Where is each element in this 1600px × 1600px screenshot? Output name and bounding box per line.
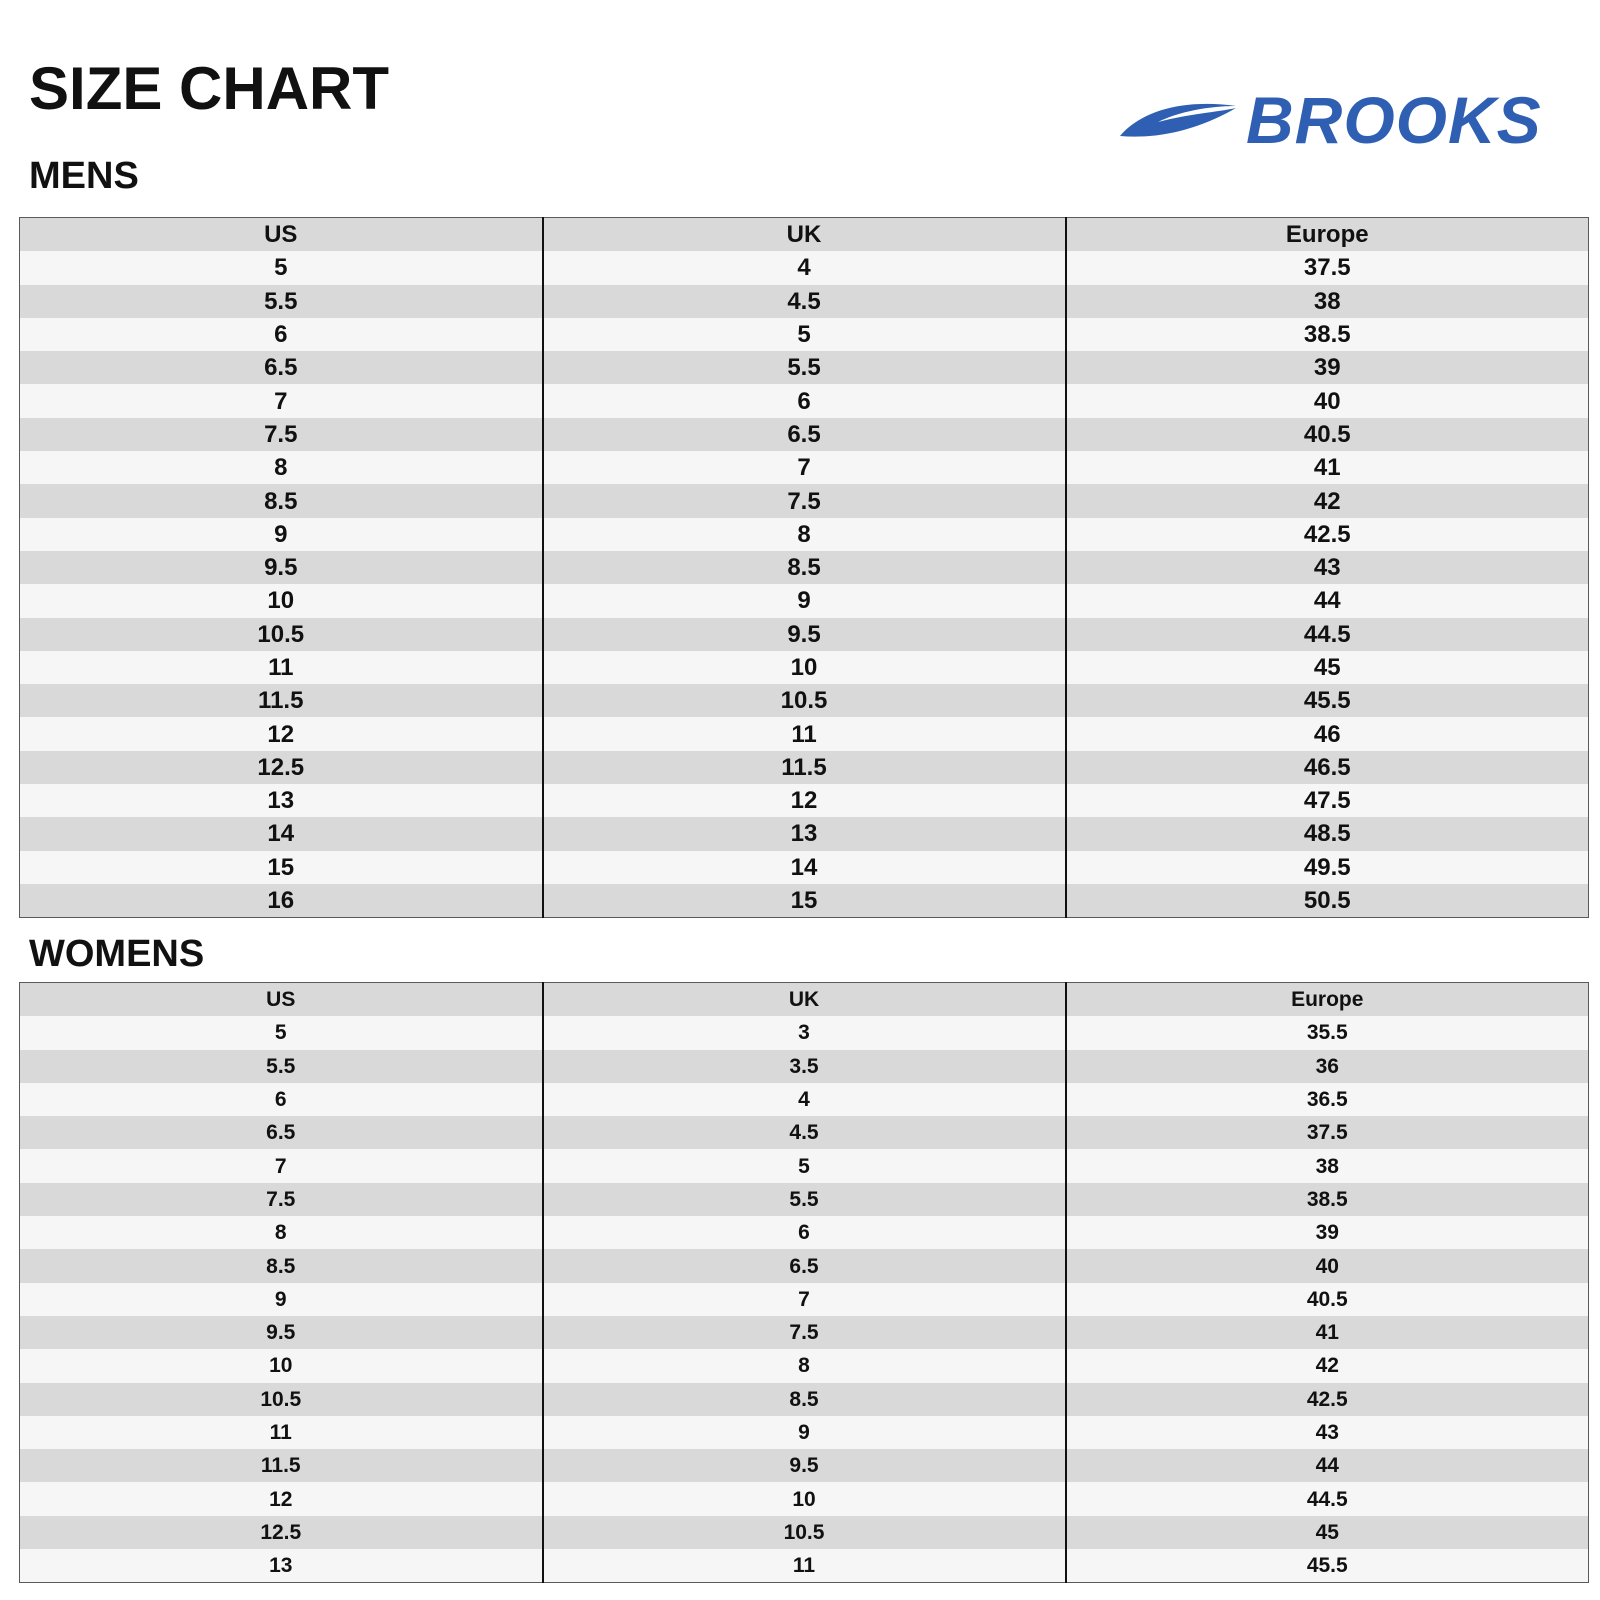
size-cell-us: 12.5 (257, 753, 305, 781)
size-cell-europe: 37.5 (1066, 251, 1589, 284)
size-cell-us: 9.5 (266, 1321, 296, 1345)
size-cell-europe: 48.5 (1066, 817, 1589, 850)
size-cell-europe: 50.5 (1066, 884, 1589, 918)
size-cell-uk: 8 (543, 1349, 1066, 1382)
size-cell-uk: 4 (543, 251, 1066, 284)
brooks-swoosh-icon (1118, 84, 1238, 154)
size-cell-uk: 3.5 (543, 1050, 1066, 1083)
size-cell-us: 15 (267, 853, 295, 881)
size-cell-us: 6.5 (264, 354, 298, 382)
size-cell-uk: 9.5 (543, 1449, 1066, 1482)
size-cell-europe: 42.5 (1066, 1383, 1589, 1416)
size-cell-us: 11.5 (258, 687, 304, 715)
table-row (20, 784, 1589, 817)
size-cell-europe: 43 (1066, 1416, 1589, 1449)
size-cell-us: 10.5 (257, 620, 305, 648)
size-cell-uk: 7 (543, 1283, 1066, 1316)
size-cell-us: 8.5 (264, 487, 298, 515)
size-cell-us: 12 (267, 720, 295, 748)
column-header-uk: UK (543, 218, 1066, 252)
size-cell-europe: 41 (1066, 1316, 1589, 1349)
column-header-europe: Europe (1066, 218, 1589, 252)
size-cell-europe: 45.5 (1066, 1549, 1589, 1583)
size-cell-us: 16 (267, 887, 295, 915)
size-cell-europe: 46.5 (1066, 751, 1589, 784)
table-row (20, 1416, 1589, 1449)
table-row (20, 551, 1589, 584)
table-row (20, 1249, 1589, 1282)
table-row (20, 285, 1589, 318)
size-cell-uk: 8 (543, 518, 1066, 551)
size-cell-uk: 6.5 (543, 418, 1066, 451)
table-row (20, 251, 1589, 284)
size-cell-uk: 10.5 (543, 1516, 1066, 1549)
size-cell-uk: 4 (543, 1083, 1066, 1116)
size-cell-europe: 42 (1066, 1349, 1589, 1382)
size-cell-europe: 40.5 (1066, 1283, 1589, 1316)
size-cell-us: 8.5 (266, 1254, 296, 1278)
size-cell-uk: 4.5 (543, 1116, 1066, 1149)
size-cell-us: 6.5 (266, 1121, 296, 1145)
column-header-us: US (264, 221, 298, 249)
size-cell-europe: 38 (1066, 285, 1589, 318)
size-cell-europe: 37.5 (1066, 1116, 1589, 1149)
table-row (20, 1383, 1589, 1416)
table-row (20, 351, 1589, 384)
size-cell-europe: 45.5 (1066, 684, 1589, 717)
size-cell-uk: 11 (543, 1549, 1066, 1583)
womens-table-body (20, 983, 1589, 1583)
table-row (20, 1149, 1589, 1182)
womens-section-title: WOMENS (29, 933, 205, 975)
size-cell-us: 5.5 (264, 287, 298, 315)
size-cell-us: 12.5 (260, 1520, 302, 1544)
size-cell-us: 9 (274, 520, 288, 548)
size-cell-us: 13 (269, 1554, 293, 1578)
column-header-uk: UK (543, 983, 1066, 1017)
size-cell-europe: 44.5 (1066, 618, 1589, 651)
size-cell-us: 5 (274, 1021, 287, 1045)
table-row (20, 817, 1589, 850)
size-cell-uk: 10 (543, 1482, 1066, 1515)
table-row (20, 1083, 1589, 1116)
size-cell-uk: 11.5 (543, 751, 1066, 784)
size-cell-europe: 42 (1066, 484, 1589, 517)
brand-wordmark: BROOKS (1246, 83, 1542, 157)
size-cell-europe: 38.5 (1066, 318, 1589, 351)
table-row (20, 418, 1589, 451)
table-row (20, 651, 1589, 684)
size-cell-europe: 44.5 (1066, 1482, 1589, 1515)
table-row (20, 618, 1589, 651)
table-row (20, 1316, 1589, 1349)
mens-section-title: MENS (29, 155, 139, 197)
size-cell-us: 9 (274, 1287, 287, 1311)
size-cell-uk: 6 (543, 384, 1066, 417)
size-cell-europe: 44 (1066, 1449, 1589, 1482)
size-cell-europe: 49.5 (1066, 851, 1589, 884)
table-row (20, 1516, 1589, 1549)
womens-header-row (20, 983, 1589, 1017)
size-cell-us: 14 (267, 820, 295, 848)
size-cell-europe: 40 (1066, 384, 1589, 417)
size-cell-uk: 10 (543, 651, 1066, 684)
table-row (20, 384, 1589, 417)
size-cell-us: 8 (274, 454, 288, 482)
mens-size-table (19, 217, 1589, 918)
table-row (20, 1016, 1589, 1049)
size-cell-uk: 9 (543, 1416, 1066, 1449)
size-cell-uk: 8.5 (543, 551, 1066, 584)
size-cell-europe: 38.5 (1066, 1183, 1589, 1216)
size-cell-us: 10.5 (260, 1387, 302, 1411)
table-row (20, 1482, 1589, 1515)
size-cell-europe: 38 (1066, 1149, 1589, 1182)
column-header-us: US (266, 988, 296, 1012)
table-row (20, 1283, 1589, 1316)
size-cell-us: 5.5 (266, 1054, 296, 1078)
size-cell-us: 8 (274, 1221, 287, 1245)
size-cell-us: 10 (269, 1354, 293, 1378)
size-cell-us: 5 (274, 254, 288, 282)
size-cell-us: 7 (274, 387, 288, 415)
table-row (20, 884, 1589, 918)
size-cell-uk: 5.5 (543, 1183, 1066, 1216)
table-row (20, 518, 1589, 551)
size-cell-us: 6 (274, 321, 288, 349)
size-cell-uk: 5 (543, 318, 1066, 351)
size-cell-europe: 45 (1066, 651, 1589, 684)
size-cell-uk: 15 (543, 884, 1066, 918)
size-cell-uk: 3 (543, 1016, 1066, 1049)
size-cell-uk: 11 (543, 717, 1066, 750)
size-cell-uk: 7.5 (543, 1316, 1066, 1349)
table-row (20, 451, 1589, 484)
size-cell-uk: 10.5 (543, 684, 1066, 717)
size-cell-uk: 6.5 (543, 1249, 1066, 1282)
size-cell-uk: 9.5 (543, 618, 1066, 651)
size-cell-us: 13 (267, 787, 295, 815)
size-cell-us: 7 (274, 1154, 287, 1178)
mens-header-row (20, 218, 1589, 252)
size-cell-europe: 43 (1066, 551, 1589, 584)
page-title: SIZE CHART (29, 55, 389, 122)
size-cell-europe: 36.5 (1066, 1083, 1589, 1116)
table-row (20, 484, 1589, 517)
size-cell-uk: 12 (543, 784, 1066, 817)
size-cell-uk: 9 (543, 584, 1066, 617)
size-cell-europe: 39 (1066, 1216, 1589, 1249)
size-cell-uk: 7.5 (543, 484, 1066, 517)
table-row (20, 1349, 1589, 1382)
table-row (20, 1116, 1589, 1149)
table-row (20, 584, 1589, 617)
table-row (20, 851, 1589, 884)
size-cell-uk: 14 (543, 851, 1066, 884)
size-cell-uk: 6 (543, 1216, 1066, 1249)
table-row (20, 1183, 1589, 1216)
size-cell-uk: 5 (543, 1149, 1066, 1182)
size-cell-europe: 40.5 (1066, 418, 1589, 451)
size-cell-us: 11 (268, 654, 294, 681)
size-cell-europe: 42.5 (1066, 518, 1589, 551)
brooks-logo (1118, 74, 1558, 166)
size-cell-europe: 47.5 (1066, 784, 1589, 817)
size-cell-europe: 36 (1066, 1050, 1589, 1083)
size-cell-us: 10 (267, 587, 295, 615)
size-cell-uk: 7 (543, 451, 1066, 484)
size-cell-us: 6 (274, 1088, 287, 1112)
size-cell-us: 7.5 (266, 1187, 296, 1211)
table-row (20, 1216, 1589, 1249)
size-cell-europe: 46 (1066, 717, 1589, 750)
size-cell-europe: 45 (1066, 1516, 1589, 1549)
table-row (20, 751, 1589, 784)
size-cell-uk: 8.5 (543, 1383, 1066, 1416)
size-cell-europe: 41 (1066, 451, 1589, 484)
table-row (20, 717, 1589, 750)
column-header-europe: Europe (1066, 983, 1589, 1017)
table-row (20, 1449, 1589, 1482)
size-cell-uk: 13 (543, 817, 1066, 850)
table-row (20, 684, 1589, 717)
size-cell-us: 11.5 (260, 1454, 301, 1478)
table-row (20, 1549, 1589, 1583)
size-cell-uk: 5.5 (543, 351, 1066, 384)
size-cell-us: 12 (269, 1487, 293, 1511)
size-cell-europe: 44 (1066, 584, 1589, 617)
size-cell-us: 11 (269, 1421, 292, 1444)
size-cell-europe: 35.5 (1066, 1016, 1589, 1049)
size-cell-us: 9.5 (264, 554, 298, 582)
table-row (20, 318, 1589, 351)
size-cell-us: 7.5 (264, 420, 298, 448)
size-cell-uk: 4.5 (543, 285, 1066, 318)
size-cell-europe: 40 (1066, 1249, 1589, 1282)
womens-size-table (19, 982, 1589, 1583)
size-cell-europe: 39 (1066, 351, 1589, 384)
table-row (20, 1050, 1589, 1083)
mens-table-body (20, 218, 1589, 918)
